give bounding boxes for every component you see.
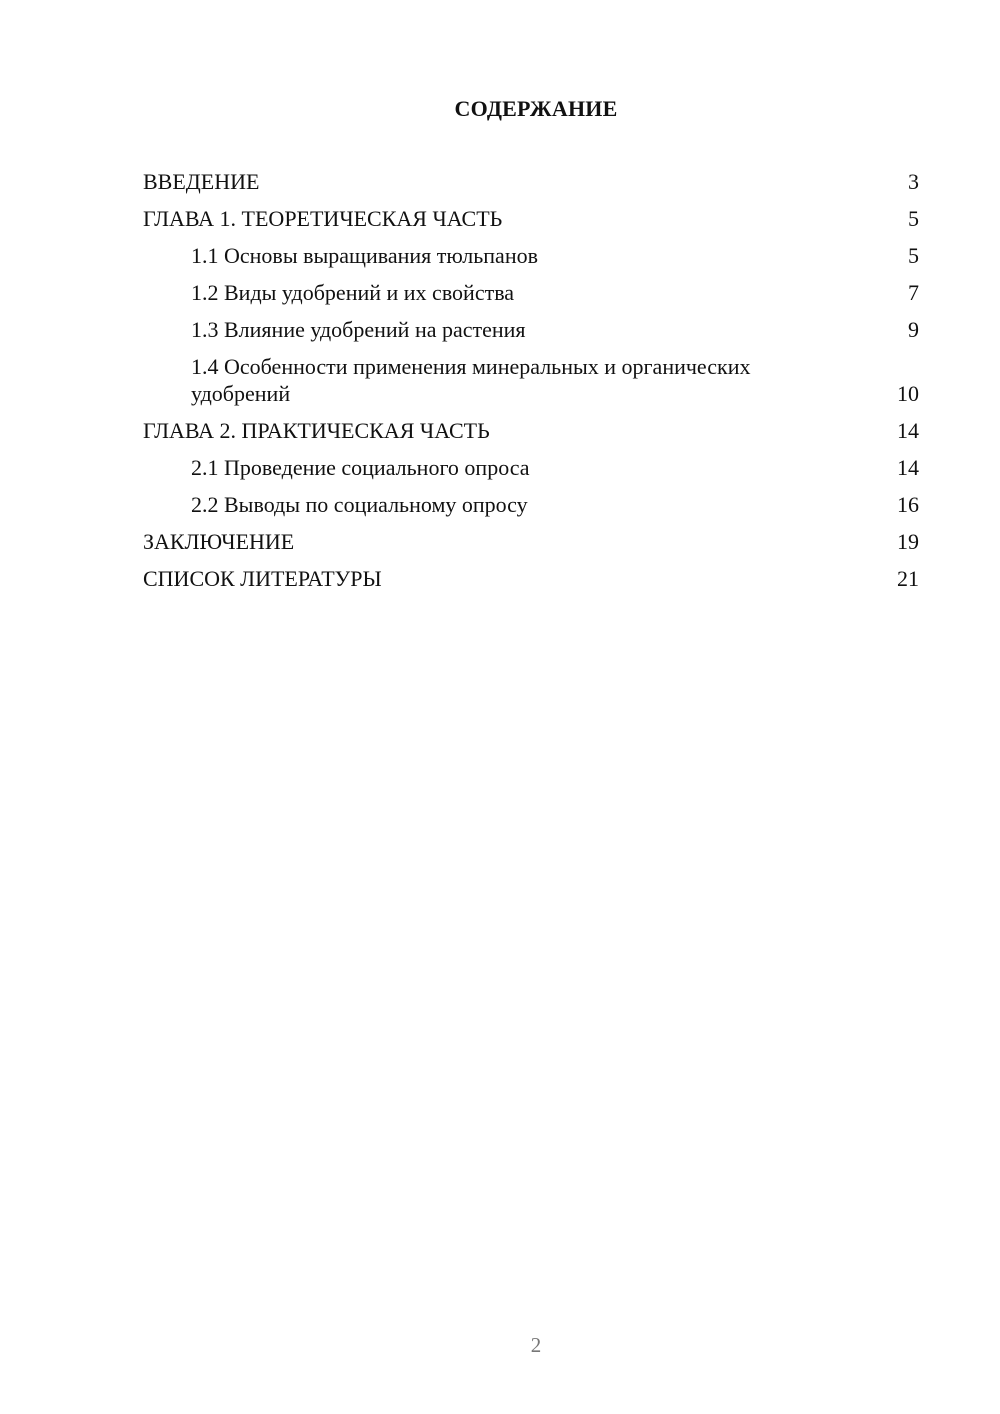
toc-entry-title: 1.1 Основы выращивания тюльпанов bbox=[191, 243, 538, 268]
toc-entry-page: 7 bbox=[908, 280, 919, 305]
toc-entry-section-1-4[interactable] bbox=[143, 353, 919, 407]
toc-entry-title: 2.2 Выводы по социальному опросу bbox=[191, 492, 528, 517]
toc-entry-page: 3 bbox=[908, 169, 919, 194]
toc-entry-title: ЗАКЛЮЧЕНИЕ bbox=[143, 529, 295, 554]
toc-entry-page: 19 bbox=[897, 529, 919, 554]
toc-entry-title: ГЛАВА 1. ТЕОРЕТИЧЕСКАЯ ЧАСТЬ bbox=[143, 206, 503, 231]
toc-entry-page: 5 bbox=[908, 206, 919, 231]
toc-entry-page: 16 bbox=[897, 492, 919, 517]
table-of-contents bbox=[143, 168, 919, 602]
toc-entry-page: 5 bbox=[908, 243, 919, 268]
toc-entry-introduction[interactable] bbox=[143, 168, 919, 195]
toc-entry-section-2-1[interactable] bbox=[143, 454, 919, 481]
toc-entry-section-2-2[interactable] bbox=[143, 491, 919, 518]
toc-entry-section-1-3[interactable] bbox=[143, 316, 919, 343]
toc-entry-chapter-1[interactable] bbox=[143, 205, 919, 232]
toc-entry-page: 21 bbox=[897, 566, 919, 591]
toc-entry-page: 9 bbox=[908, 317, 919, 342]
toc-entry-references[interactable] bbox=[143, 565, 919, 592]
toc-entry-section-1-1[interactable] bbox=[143, 242, 919, 269]
toc-entry-chapter-2[interactable] bbox=[143, 417, 919, 444]
toc-entry-page: 14 bbox=[897, 418, 919, 443]
toc-entry-title: СПИСОК ЛИТЕРАТУРЫ bbox=[143, 566, 382, 591]
toc-entry-page: 10 bbox=[897, 381, 919, 406]
toc-entry-title: 2.1 Проведение социального опроса bbox=[191, 455, 530, 480]
toc-entry-page: 14 bbox=[897, 455, 919, 480]
toc-entry-title: 1.3 Влияние удобрений на растения bbox=[191, 317, 526, 342]
page-number: 2 bbox=[530, 1333, 542, 1357]
toc-entry-title: ВВЕДЕНИЕ bbox=[143, 169, 260, 194]
toc-entry-title: ГЛАВА 2. ПРАКТИЧЕСКАЯ ЧАСТЬ bbox=[143, 418, 490, 443]
toc-heading: СОДЕРЖАНИЕ bbox=[454, 96, 618, 121]
toc-entry-section-1-2[interactable] bbox=[143, 279, 919, 306]
toc-entry-title: 1.4 Особенности применения минеральных и органических удобрений bbox=[191, 354, 751, 406]
toc-entry-conclusion[interactable] bbox=[143, 528, 919, 555]
toc-entry-title: 1.2 Виды удобрений и их свойства bbox=[191, 280, 515, 305]
